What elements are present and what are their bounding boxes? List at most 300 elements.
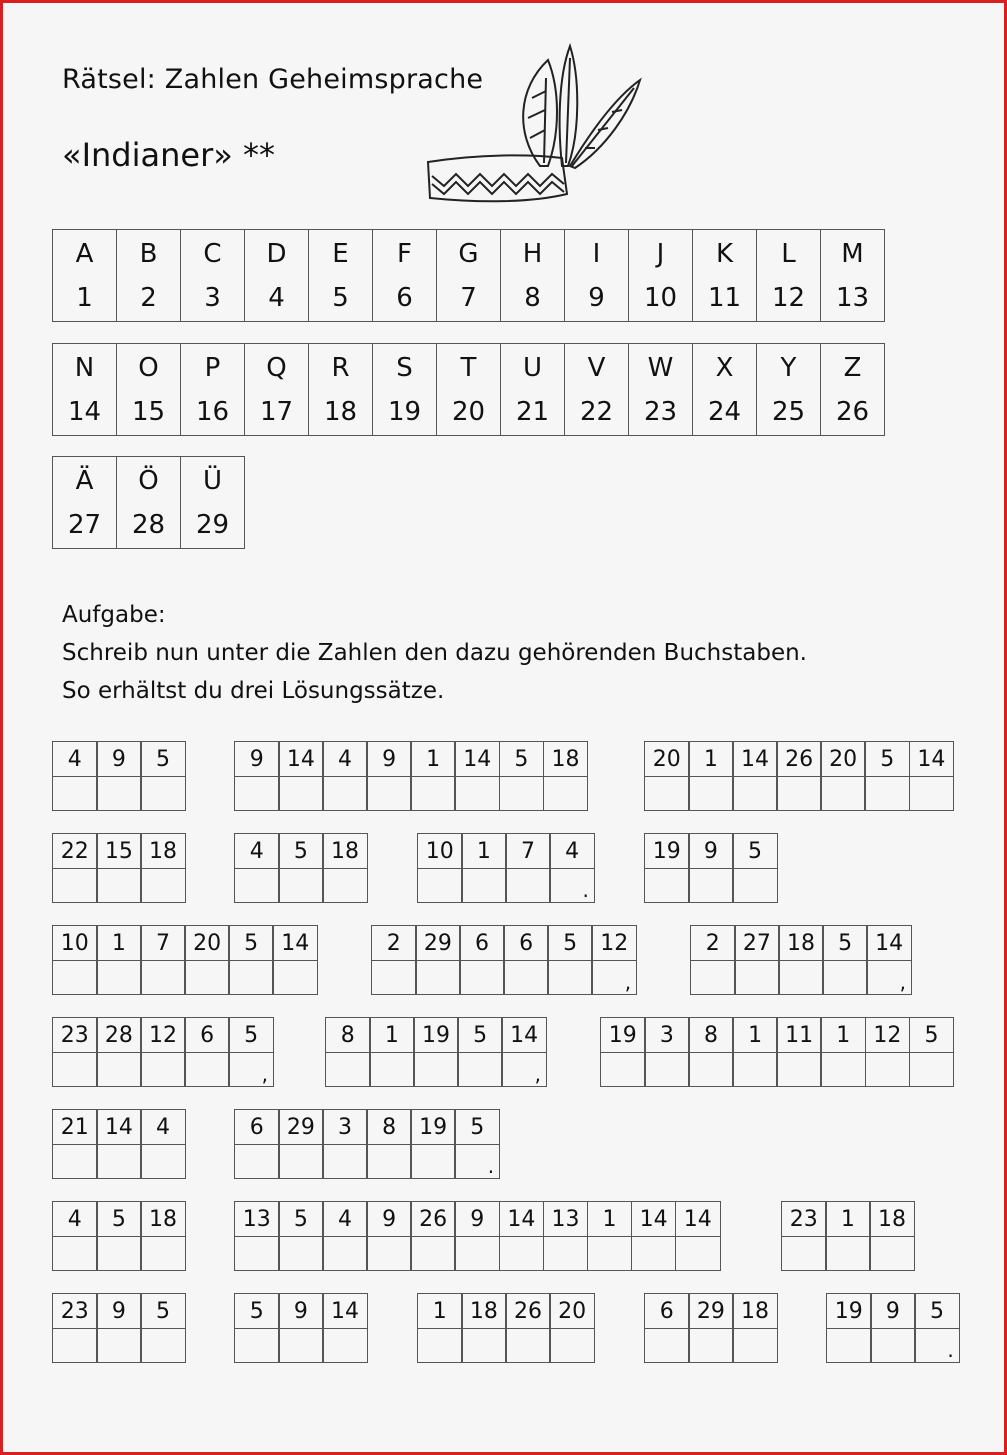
- code-cell: [228, 1017, 274, 1087]
- answer-box[interactable]: [279, 777, 323, 810]
- code-number: 2: [691, 926, 735, 961]
- code-number: 5: [915, 1294, 959, 1329]
- code-cell: [461, 1293, 507, 1363]
- code-cell: [732, 741, 778, 811]
- answer-box[interactable]: [733, 1053, 777, 1086]
- code-cell: [914, 1293, 960, 1363]
- alphabet-cell: [309, 230, 373, 322]
- answer-box[interactable]: [97, 961, 141, 994]
- code-number: 26: [411, 1202, 455, 1237]
- code-number: 14: [323, 1294, 367, 1329]
- code-cell: [52, 1017, 98, 1087]
- alphabet-letter: N: [74, 352, 95, 383]
- code-number: 14: [500, 1202, 544, 1237]
- answer-box[interactable]: [676, 1237, 720, 1270]
- code-cell: [870, 1293, 916, 1363]
- code-cell: [820, 741, 866, 811]
- answer-box[interactable]: [367, 777, 411, 810]
- alphabet-cell: [181, 457, 245, 549]
- answer-box[interactable]: [235, 869, 279, 902]
- code-cell: [417, 833, 463, 903]
- answer-box[interactable]: [411, 1237, 455, 1270]
- answer-box[interactable]: [53, 869, 97, 902]
- alphabet-number: 21: [515, 396, 550, 427]
- code-number: 18: [779, 926, 823, 961]
- alphabet-number: 25: [771, 396, 806, 427]
- answer-box[interactable]: [915, 1329, 959, 1362]
- code-number: 5: [458, 1018, 502, 1053]
- answer-box[interactable]: [645, 1329, 689, 1362]
- answer-box[interactable]: [455, 1237, 499, 1270]
- answer-box[interactable]: [632, 1237, 676, 1270]
- code-cell: [366, 741, 412, 811]
- alphabet-letter: O: [138, 352, 159, 383]
- alphabet-number: 22: [579, 396, 614, 427]
- code-cell: [278, 741, 324, 811]
- code-number: 5: [279, 1202, 323, 1237]
- answer-box[interactable]: [782, 1237, 826, 1270]
- answer-box[interactable]: [500, 777, 544, 810]
- code-word-11: [52, 1017, 274, 1087]
- code-cell: [140, 1293, 186, 1363]
- answer-box[interactable]: [414, 1053, 458, 1086]
- code-cell: [52, 1109, 98, 1179]
- code-number: 12: [592, 926, 636, 961]
- answer-box[interactable]: [689, 1329, 733, 1362]
- code-word-9: [371, 925, 637, 995]
- answer-box[interactable]: [866, 1053, 910, 1086]
- answer-box[interactable]: [372, 961, 416, 994]
- code-number: 14: [632, 1202, 676, 1237]
- code-cell: [96, 833, 142, 903]
- code-cell: [52, 925, 98, 995]
- alphabet-cell: [629, 230, 693, 322]
- answer-box[interactable]: [870, 1237, 914, 1270]
- answer-box[interactable]: [550, 869, 594, 902]
- code-cell: [732, 1293, 778, 1363]
- code-cell: [96, 1293, 142, 1363]
- alphabet-table-row-3: [52, 456, 245, 549]
- code-cell: [184, 925, 230, 995]
- answer-box[interactable]: [97, 1329, 141, 1362]
- code-word-19: [52, 1293, 186, 1363]
- code-number: 8: [326, 1018, 370, 1053]
- code-number: 9: [279, 1294, 323, 1329]
- answer-box[interactable]: [821, 1053, 865, 1086]
- alphabet-letter: B: [139, 238, 158, 269]
- code-cell: [499, 741, 545, 811]
- alphabet-cell: [565, 230, 629, 322]
- answer-box[interactable]: [826, 1237, 870, 1270]
- code-cell: [675, 1201, 721, 1271]
- answer-box[interactable]: [506, 869, 550, 902]
- code-number: 8: [367, 1110, 411, 1145]
- code-number: 9: [367, 1202, 411, 1237]
- code-number: 4: [53, 742, 97, 777]
- answer-box[interactable]: [645, 869, 689, 902]
- answer-box[interactable]: [645, 777, 689, 810]
- alphabet-cell: [117, 230, 181, 322]
- answer-box[interactable]: [229, 961, 273, 994]
- code-cell: [140, 1109, 186, 1179]
- alphabet-cell: [53, 457, 117, 549]
- alphabet-letter: Y: [780, 352, 797, 383]
- code-cell: [454, 741, 500, 811]
- answer-box[interactable]: [462, 1329, 506, 1362]
- alphabet-letter: H: [522, 238, 543, 269]
- code-number: 5: [455, 1110, 499, 1145]
- code-cell: [587, 1201, 633, 1271]
- answer-box[interactable]: [141, 1145, 185, 1178]
- answer-box[interactable]: [689, 777, 733, 810]
- code-number: 4: [235, 834, 279, 869]
- alphabet-number: 11: [707, 282, 742, 313]
- code-number: 7: [506, 834, 550, 869]
- punctuation-mark: ,: [899, 970, 906, 994]
- answer-box[interactable]: [550, 1329, 594, 1362]
- alphabet-number: 14: [67, 396, 102, 427]
- code-word-1: [52, 741, 186, 811]
- answer-box[interactable]: [326, 1053, 370, 1086]
- answer-box[interactable]: [323, 1329, 367, 1362]
- code-number: 5: [733, 834, 777, 869]
- alphabet-cell: [117, 457, 181, 549]
- code-cell: [778, 925, 824, 995]
- answer-box[interactable]: [235, 1145, 279, 1178]
- alphabet-letter: T: [460, 352, 477, 383]
- alphabet-number: 26: [835, 396, 870, 427]
- punctuation-mark: ,: [534, 1062, 541, 1086]
- answer-box[interactable]: [97, 777, 141, 810]
- code-cell: [322, 1109, 368, 1179]
- answer-box[interactable]: [229, 1053, 273, 1086]
- punctuation-mark: .: [487, 1154, 495, 1178]
- alphabet-cell: [53, 344, 117, 436]
- answer-box[interactable]: [53, 1145, 97, 1178]
- answer-box[interactable]: [645, 1053, 689, 1086]
- answer-box[interactable]: [53, 1329, 97, 1362]
- answer-box[interactable]: [411, 1145, 455, 1178]
- code-cell: [909, 741, 955, 811]
- answer-box[interactable]: [502, 1053, 546, 1086]
- code-cell: [547, 925, 593, 995]
- code-cell: [690, 925, 736, 995]
- alphabet-letter: F: [397, 238, 412, 269]
- code-cell: [234, 741, 280, 811]
- code-cell: [96, 741, 142, 811]
- answer-box[interactable]: [279, 1145, 323, 1178]
- alphabet-number: 15: [131, 396, 166, 427]
- answer-box[interactable]: [777, 777, 821, 810]
- answer-box[interactable]: [733, 777, 777, 810]
- code-number: 6: [504, 926, 548, 961]
- answer-box[interactable]: [53, 1237, 97, 1270]
- answer-box[interactable]: [416, 961, 460, 994]
- code-number: 1: [826, 1202, 870, 1237]
- alphabet-number: 24: [707, 396, 742, 427]
- answer-box[interactable]: [141, 1053, 185, 1086]
- answer-box[interactable]: [279, 869, 323, 902]
- code-number: 4: [550, 834, 594, 869]
- answer-box[interactable]: [455, 1145, 499, 1178]
- code-number: 19: [827, 1294, 871, 1329]
- alphabet-cell: [437, 230, 501, 322]
- code-cell: [865, 1017, 911, 1087]
- answer-box[interactable]: [910, 1053, 954, 1086]
- code-number: 14: [502, 1018, 546, 1053]
- answer-box[interactable]: [544, 1237, 588, 1270]
- answer-box[interactable]: [411, 777, 455, 810]
- code-cell: [826, 1293, 872, 1363]
- answer-box[interactable]: [273, 961, 317, 994]
- answer-box[interactable]: [235, 1329, 279, 1362]
- answer-box[interactable]: [500, 1237, 544, 1270]
- code-cell: [140, 741, 186, 811]
- answer-box[interactable]: [97, 1237, 141, 1270]
- code-number: 20: [185, 926, 229, 961]
- code-word-12: [325, 1017, 547, 1087]
- answer-box[interactable]: [235, 777, 279, 810]
- code-cell: [549, 1293, 595, 1363]
- answer-box[interactable]: [504, 961, 548, 994]
- alphabet-number: 16: [195, 396, 230, 427]
- code-number: 5: [548, 926, 592, 961]
- answer-box[interactable]: [735, 961, 779, 994]
- alphabet-cell: [309, 344, 373, 436]
- code-cell: [688, 741, 734, 811]
- code-cell: [140, 1201, 186, 1271]
- answer-box[interactable]: [733, 869, 777, 902]
- answer-box[interactable]: [544, 777, 588, 810]
- answer-box[interactable]: [458, 1053, 502, 1086]
- code-number: 18: [141, 834, 185, 869]
- alphabet-number: 17: [259, 396, 294, 427]
- code-number: 20: [821, 742, 865, 777]
- answer-box[interactable]: [53, 961, 97, 994]
- code-number: 9: [235, 742, 279, 777]
- answer-box[interactable]: [367, 1145, 411, 1178]
- code-number: 10: [418, 834, 462, 869]
- code-cell: [776, 741, 822, 811]
- code-number: 4: [323, 1202, 367, 1237]
- code-cell: [52, 741, 98, 811]
- answer-box[interactable]: [323, 869, 367, 902]
- code-number: 19: [414, 1018, 458, 1053]
- code-word-18: [781, 1201, 915, 1271]
- answer-box[interactable]: [279, 1237, 323, 1270]
- code-cell: [234, 1293, 280, 1363]
- code-cell: [52, 833, 98, 903]
- code-number: 4: [323, 742, 367, 777]
- code-number: 18: [733, 1294, 777, 1329]
- code-cell: [272, 925, 318, 995]
- code-number: 23: [782, 1202, 826, 1237]
- code-cell: [410, 1201, 456, 1271]
- answer-box[interactable]: [53, 777, 97, 810]
- page-subtitle: «Indianer» **: [62, 136, 275, 174]
- answer-box[interactable]: [418, 1329, 462, 1362]
- code-number: 5: [229, 1018, 273, 1053]
- code-number: 19: [601, 1018, 645, 1053]
- code-number: 12: [866, 1018, 910, 1053]
- alphabet-number: 27: [67, 509, 102, 540]
- alphabet-cell: [693, 230, 757, 322]
- code-word-2: [234, 741, 588, 811]
- alphabet-number: 3: [204, 282, 221, 313]
- alphabet-number: 6: [396, 282, 413, 313]
- answer-box[interactable]: [910, 777, 954, 810]
- answer-box[interactable]: [871, 1329, 915, 1362]
- answer-box[interactable]: [53, 1053, 97, 1086]
- answer-box[interactable]: [97, 1053, 141, 1086]
- answer-box[interactable]: [97, 869, 141, 902]
- task-instructions: [62, 596, 807, 710]
- answer-box[interactable]: [323, 777, 367, 810]
- code-number: 29: [279, 1110, 323, 1145]
- code-number: 23: [53, 1018, 97, 1053]
- code-number: 19: [411, 1110, 455, 1145]
- code-number: 5: [229, 926, 273, 961]
- code-word-8: [52, 925, 318, 995]
- code-cell: [688, 1017, 734, 1087]
- code-cell: [278, 1293, 324, 1363]
- answer-box[interactable]: [823, 961, 867, 994]
- code-number: 14: [676, 1202, 720, 1237]
- code-number: 9: [97, 742, 141, 777]
- alphabet-number: 23: [643, 396, 678, 427]
- alphabet-number: 12: [771, 282, 806, 313]
- code-cell: [909, 1017, 955, 1087]
- answer-box[interactable]: [548, 961, 592, 994]
- answer-box[interactable]: [460, 961, 504, 994]
- answer-box[interactable]: [691, 961, 735, 994]
- alphabet-number: 10: [643, 282, 678, 313]
- alphabet-number: 1: [76, 282, 93, 313]
- code-number: 14: [733, 742, 777, 777]
- alphabet-letter: E: [332, 238, 349, 269]
- code-number: 6: [235, 1110, 279, 1145]
- page-title: Rätsel: Zahlen Geheimsprache: [62, 64, 484, 95]
- answer-box[interactable]: [141, 961, 185, 994]
- answer-box[interactable]: [235, 1237, 279, 1270]
- code-cell: [825, 1201, 871, 1271]
- task-line-2: So erhältst du drei Lösungssätze.: [62, 678, 445, 704]
- code-cell: [410, 1109, 456, 1179]
- alphabet-letter: Ä: [75, 465, 94, 496]
- answer-box[interactable]: [588, 1237, 632, 1270]
- answer-box[interactable]: [141, 1237, 185, 1270]
- punctuation-mark: ,: [624, 970, 632, 994]
- alphabet-letter: K: [715, 238, 734, 269]
- answer-box[interactable]: [601, 1053, 645, 1086]
- answer-box[interactable]: [141, 777, 185, 810]
- code-word-20: [234, 1293, 368, 1363]
- alphabet-cell: [821, 344, 885, 436]
- code-cell: [96, 1017, 142, 1087]
- answer-box[interactable]: [733, 1329, 777, 1362]
- alphabet-letter: Ü: [202, 465, 223, 496]
- code-number: 8: [689, 1018, 733, 1053]
- answer-box[interactable]: [777, 1053, 821, 1086]
- code-number: 14: [279, 742, 323, 777]
- answer-box[interactable]: [141, 869, 185, 902]
- answer-box[interactable]: [821, 777, 865, 810]
- answer-box[interactable]: [689, 869, 733, 902]
- answer-box[interactable]: [865, 777, 909, 810]
- answer-box[interactable]: [185, 961, 229, 994]
- code-cell: [688, 833, 734, 903]
- code-cell: [505, 1293, 551, 1363]
- alphabet-number: 18: [323, 396, 358, 427]
- code-word-21: [417, 1293, 595, 1363]
- answer-box[interactable]: [370, 1053, 414, 1086]
- code-cell: [631, 1201, 677, 1271]
- code-cell: [322, 833, 368, 903]
- code-cell: [96, 1201, 142, 1271]
- code-number: 6: [460, 926, 504, 961]
- code-word-10: [690, 925, 912, 995]
- code-cell: [366, 1109, 412, 1179]
- code-number: 5: [235, 1294, 279, 1329]
- answer-box[interactable]: [418, 869, 462, 902]
- code-cell: [776, 1017, 822, 1087]
- code-number: 14: [97, 1110, 141, 1145]
- code-number: 1: [733, 1018, 777, 1053]
- answer-box[interactable]: [867, 961, 911, 994]
- answer-box[interactable]: [779, 961, 823, 994]
- code-cell: [457, 1017, 503, 1087]
- answer-box[interactable]: [462, 869, 506, 902]
- answer-box[interactable]: [506, 1329, 550, 1362]
- answer-box[interactable]: [827, 1329, 871, 1362]
- code-cell: [644, 833, 690, 903]
- code-cell: [140, 833, 186, 903]
- answer-box[interactable]: [185, 1053, 229, 1086]
- answer-box[interactable]: [592, 961, 636, 994]
- code-number: 18: [462, 1294, 506, 1329]
- code-number: 18: [544, 742, 588, 777]
- code-cell: [278, 1201, 324, 1271]
- code-number: 1: [418, 1294, 462, 1329]
- answer-box[interactable]: [367, 1237, 411, 1270]
- alphabet-cell: [757, 344, 821, 436]
- code-number: 4: [53, 1202, 97, 1237]
- code-number: 11: [777, 1018, 821, 1053]
- answer-box[interactable]: [323, 1145, 367, 1178]
- code-word-16: [52, 1201, 186, 1271]
- code-number: 3: [323, 1110, 367, 1145]
- answer-box[interactable]: [97, 1145, 141, 1178]
- alphabet-number: 4: [268, 282, 285, 313]
- code-number: 27: [735, 926, 779, 961]
- alphabet-letter: A: [75, 238, 94, 269]
- code-number: 13: [235, 1202, 279, 1237]
- code-word-17: [234, 1201, 721, 1271]
- answer-box[interactable]: [279, 1329, 323, 1362]
- alphabet-letter: V: [587, 352, 606, 383]
- answer-box[interactable]: [323, 1237, 367, 1270]
- code-number: 2: [372, 926, 416, 961]
- code-cell: [234, 833, 280, 903]
- code-cell: [278, 833, 324, 903]
- code-cell: [322, 741, 368, 811]
- answer-box[interactable]: [689, 1053, 733, 1086]
- code-cell: [644, 1017, 690, 1087]
- alphabet-table-row-1: [52, 229, 885, 322]
- answer-box[interactable]: [455, 777, 499, 810]
- answer-box[interactable]: [141, 1329, 185, 1362]
- code-number: 5: [865, 742, 909, 777]
